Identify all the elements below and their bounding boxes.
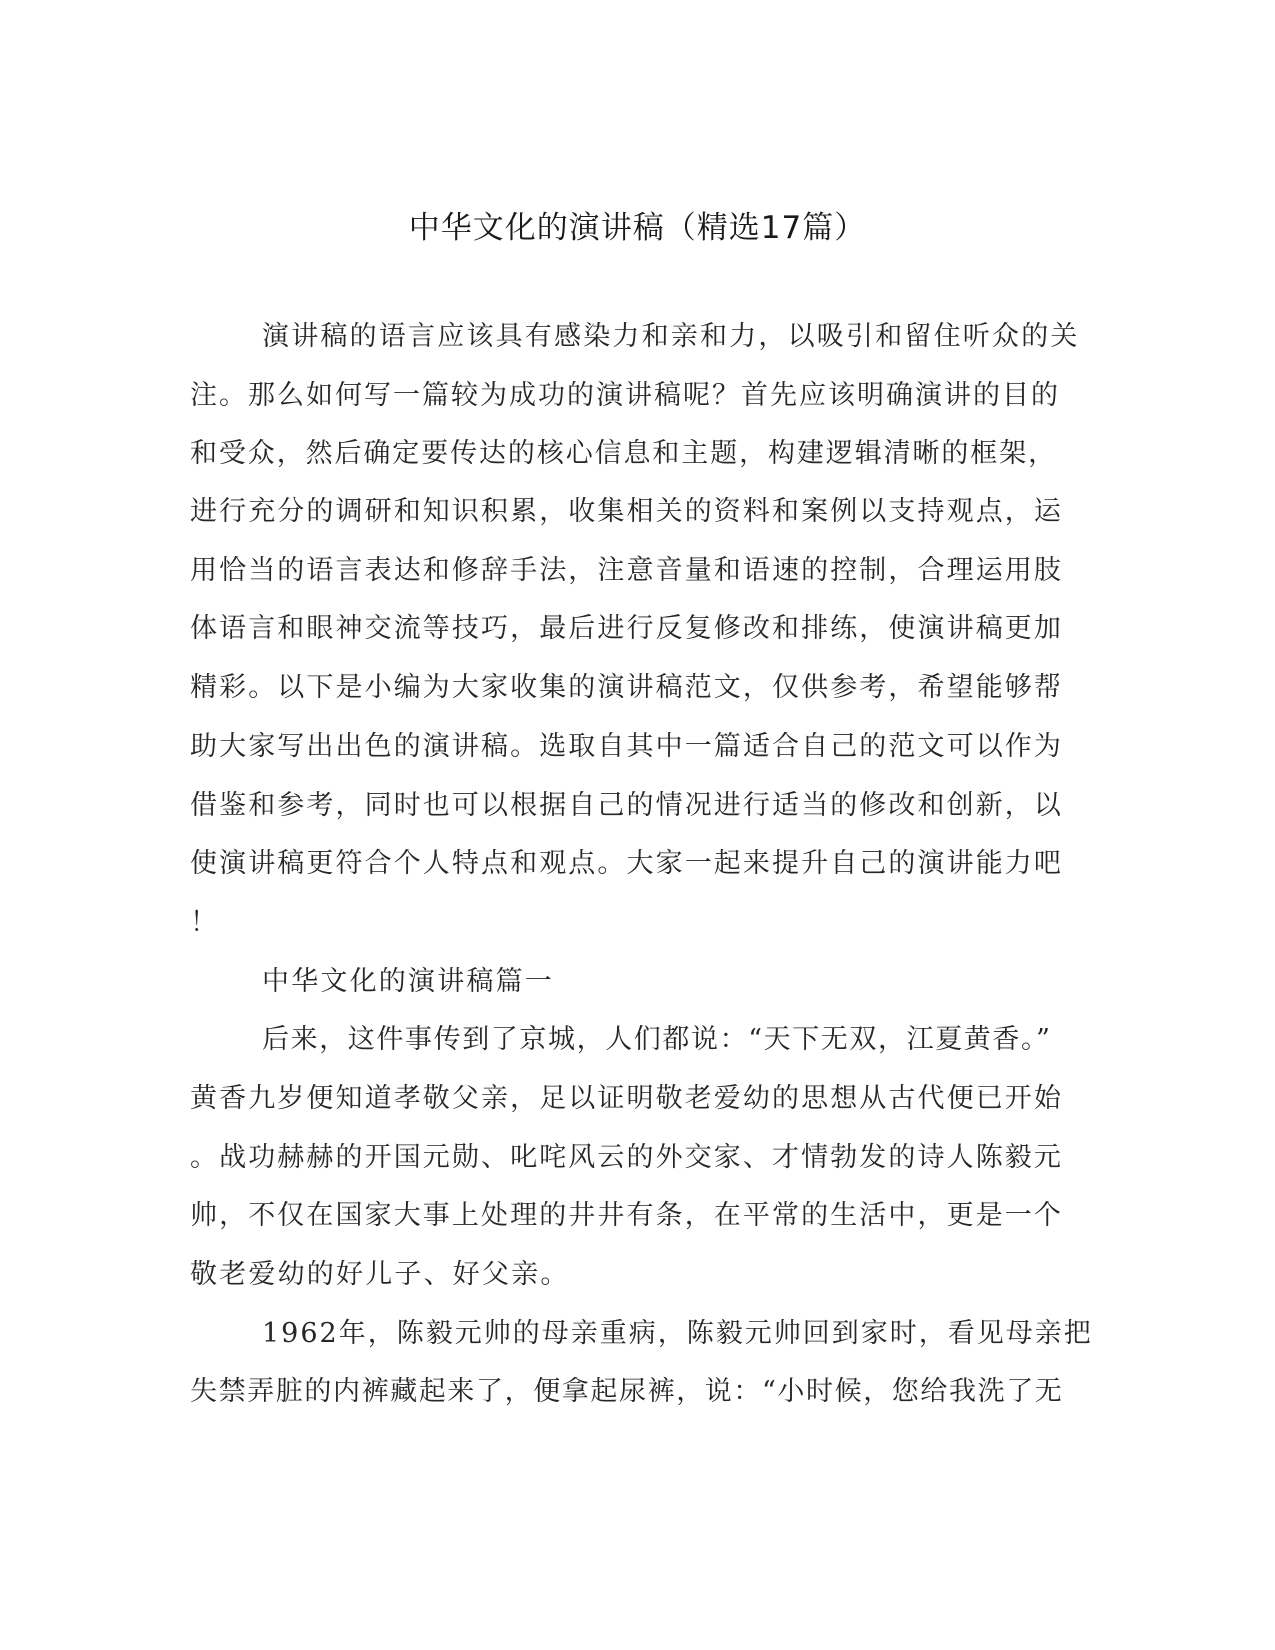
intro-line-3: 和受众，然后确定要传达的核心信息和主题，构建逻辑清晰的框架， — [190, 438, 1057, 469]
body-line-3: 。战功赫赫的开国元勋、叱咤风云的外交家、才情勃发的诗人陈毅元 — [190, 1142, 1063, 1173]
body-line-4: 帅，不仅在国家大事上处理的井井有条，在平常的生活中，更是一个 — [190, 1200, 1063, 1231]
intro-line-1: 演讲稿的语言应该具有感染力和亲和力，以吸引和留住听众的关 — [262, 321, 1080, 352]
body-line-7: 失禁弄脏的内裤藏起来了，便拿起尿裤，说：“小时候，您给我洗了无 — [190, 1376, 1064, 1407]
intro-line-11: ！ — [190, 907, 220, 938]
intro-line-5: 用恰当的语言表达和修辞手法，注意音量和语速的控制，合理运用肢 — [190, 555, 1063, 586]
section-heading: 中华文化的演讲稿篇一 — [262, 966, 554, 997]
body-line-6: 1962年，陈毅元帅的母亲重病，陈毅元帅回到家时，看见母亲把 — [262, 1318, 1093, 1349]
body-line-1: 后来，这件事传到了京城，人们都说：“天下无双，江夏黄香。” — [262, 1024, 1052, 1055]
body-line-5: 敬老爱幼的好儿子、好父亲。 — [190, 1259, 570, 1290]
intro-line-7: 精彩。以下是小编为大家收集的演讲稿范文，仅供参考，希望能够帮 — [190, 672, 1063, 703]
body-line-2: 黄香九岁便知道孝敬父亲，足以证明敬老爱幼的思想从古代便已开始 — [190, 1083, 1063, 1114]
intro-line-8: 助大家写出出色的演讲稿。选取自其中一篇适合自己的范文可以作为 — [190, 731, 1063, 762]
intro-line-2: 注。那么如何写一篇较为成功的演讲稿呢？首先应该明确演讲的目的 — [190, 380, 1060, 411]
intro-line-9: 借鉴和参考，同时也可以根据自己的情况进行适当的修改和创新，以 — [190, 790, 1063, 821]
document-title: 中华文化的演讲稿（精选17篇） — [408, 210, 867, 246]
intro-line-4: 进行充分的调研和知识积累，收集相关的资料和案例以支持观点，运 — [190, 496, 1063, 527]
intro-line-10: 使演讲稿更符合个人特点和观点。大家一起来提升自己的演讲能力吧 — [190, 848, 1063, 879]
intro-line-6: 体语言和眼神交流等技巧，最后进行反复修改和排练，使演讲稿更加 — [190, 613, 1063, 644]
